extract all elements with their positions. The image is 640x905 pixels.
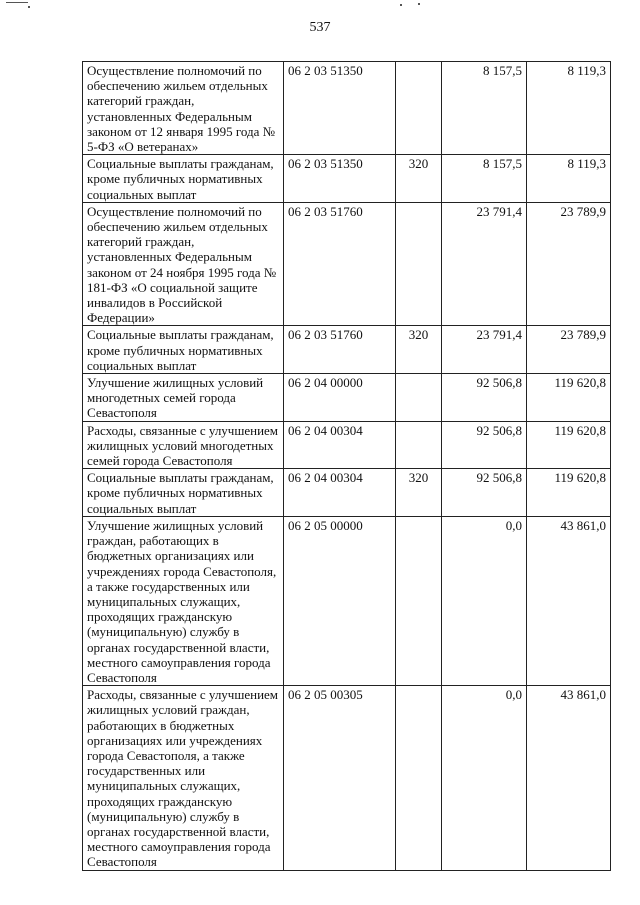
table-row — [83, 155, 611, 203]
expense-name-cell: Социальные выплаты гражданам, кроме публичных нормативных социальных выплат — [83, 326, 284, 374]
amount-2-cell: 43 861,0 — [527, 686, 611, 870]
expense-kind-cell: 320 — [396, 155, 442, 203]
amount-1-cell: 0,0 — [442, 686, 527, 870]
table-row — [83, 421, 611, 469]
amount-1-cell: 92 506,8 — [442, 374, 527, 422]
target-code-cell: 06 2 03 51350 — [284, 155, 396, 203]
table-row — [83, 516, 611, 685]
amount-2-cell: 119 620,8 — [527, 421, 611, 469]
expense-name-cell: Улучшение жилищных условий граждан, работающих в бюджетных организациях или учреждениях города Севастополя, а также государственных или муниципальных служащих, проходящих гражданскую (муниципальную) службу в органах государственной власти, местного самоуправления города Севастополя — [83, 516, 284, 685]
table-row — [83, 686, 611, 870]
scan-mark — [400, 4, 402, 6]
expense-name-cell: Расходы, связанные с улучшением жилищных условий граждан, работающих в бюджетных организациях или учреждениях города Севастополя, а также государственных или муниципальных служащих, проходящих гражданскую (муниципальную) службу в органах государственной власти, местного самоуправления города Севастополя — [83, 686, 284, 870]
target-code-cell: 06 2 04 00304 — [284, 421, 396, 469]
expense-name-cell: Осуществление полномочий по обеспечению жильем отдельных категорий граждан, установленных Федеральным законом от 24 ноября 1995 года № 181-ФЗ «О социальной защите инвалидов в Российской Федерации» — [83, 202, 284, 326]
table-row — [83, 469, 611, 517]
table-row — [83, 374, 611, 422]
scan-mark — [6, 2, 28, 3]
expense-kind-cell — [396, 374, 442, 422]
amount-1-cell: 92 506,8 — [442, 469, 527, 517]
amount-1-cell: 8 157,5 — [442, 155, 527, 203]
expense-kind-cell — [396, 202, 442, 326]
page-number: 537 — [309, 20, 331, 35]
amount-2-cell: 8 119,3 — [527, 62, 611, 155]
expense-name-cell: Улучшение жилищных условий многодетных семей города Севастополя — [83, 374, 284, 422]
amount-2-cell: 43 861,0 — [527, 516, 611, 685]
table-row — [83, 62, 611, 155]
amount-2-cell: 8 119,3 — [527, 155, 611, 203]
target-code-cell: 06 2 03 51350 — [284, 62, 396, 155]
expense-kind-cell — [396, 421, 442, 469]
target-code-cell: 06 2 04 00304 — [284, 469, 396, 517]
scan-mark — [418, 3, 420, 5]
amount-2-cell: 119 620,8 — [527, 374, 611, 422]
amount-1-cell: 8 157,5 — [442, 62, 527, 155]
target-code-cell: 06 2 05 00305 — [284, 686, 396, 870]
target-code-cell: 06 2 04 00000 — [284, 374, 396, 422]
budget-table — [82, 61, 611, 871]
amount-2-cell: 119 620,8 — [527, 469, 611, 517]
expense-name-cell: Расходы, связанные с улучшением жилищных условий многодетных семей города Севастополя — [83, 421, 284, 469]
amount-1-cell: 23 791,4 — [442, 202, 527, 326]
expense-kind-cell — [396, 62, 442, 155]
amount-2-cell: 23 789,9 — [527, 326, 611, 374]
target-code-cell: 06 2 05 00000 — [284, 516, 396, 685]
table-row — [83, 202, 611, 326]
amount-1-cell: 0,0 — [442, 516, 527, 685]
expense-kind-cell — [396, 516, 442, 685]
scan-mark — [28, 6, 30, 8]
amount-2-cell: 23 789,9 — [527, 202, 611, 326]
expense-name-cell: Социальные выплаты гражданам, кроме публичных нормативных социальных выплат — [83, 155, 284, 203]
expense-kind-cell: 320 — [396, 326, 442, 374]
amount-1-cell: 23 791,4 — [442, 326, 527, 374]
expense-kind-cell: 320 — [396, 469, 442, 517]
expense-name-cell: Социальные выплаты гражданам, кроме публичных нормативных социальных выплат — [83, 469, 284, 517]
amount-1-cell: 92 506,8 — [442, 421, 527, 469]
target-code-cell: 06 2 03 51760 — [284, 202, 396, 326]
table-row — [83, 326, 611, 374]
target-code-cell: 06 2 03 51760 — [284, 326, 396, 374]
expense-kind-cell — [396, 686, 442, 870]
expense-name-cell: Осуществление полномочий по обеспечению жильем отдельных категорий граждан, установленных Федеральным законом от 12 января 1995 года № 5-ФЗ «О ветеранах» — [83, 62, 284, 155]
